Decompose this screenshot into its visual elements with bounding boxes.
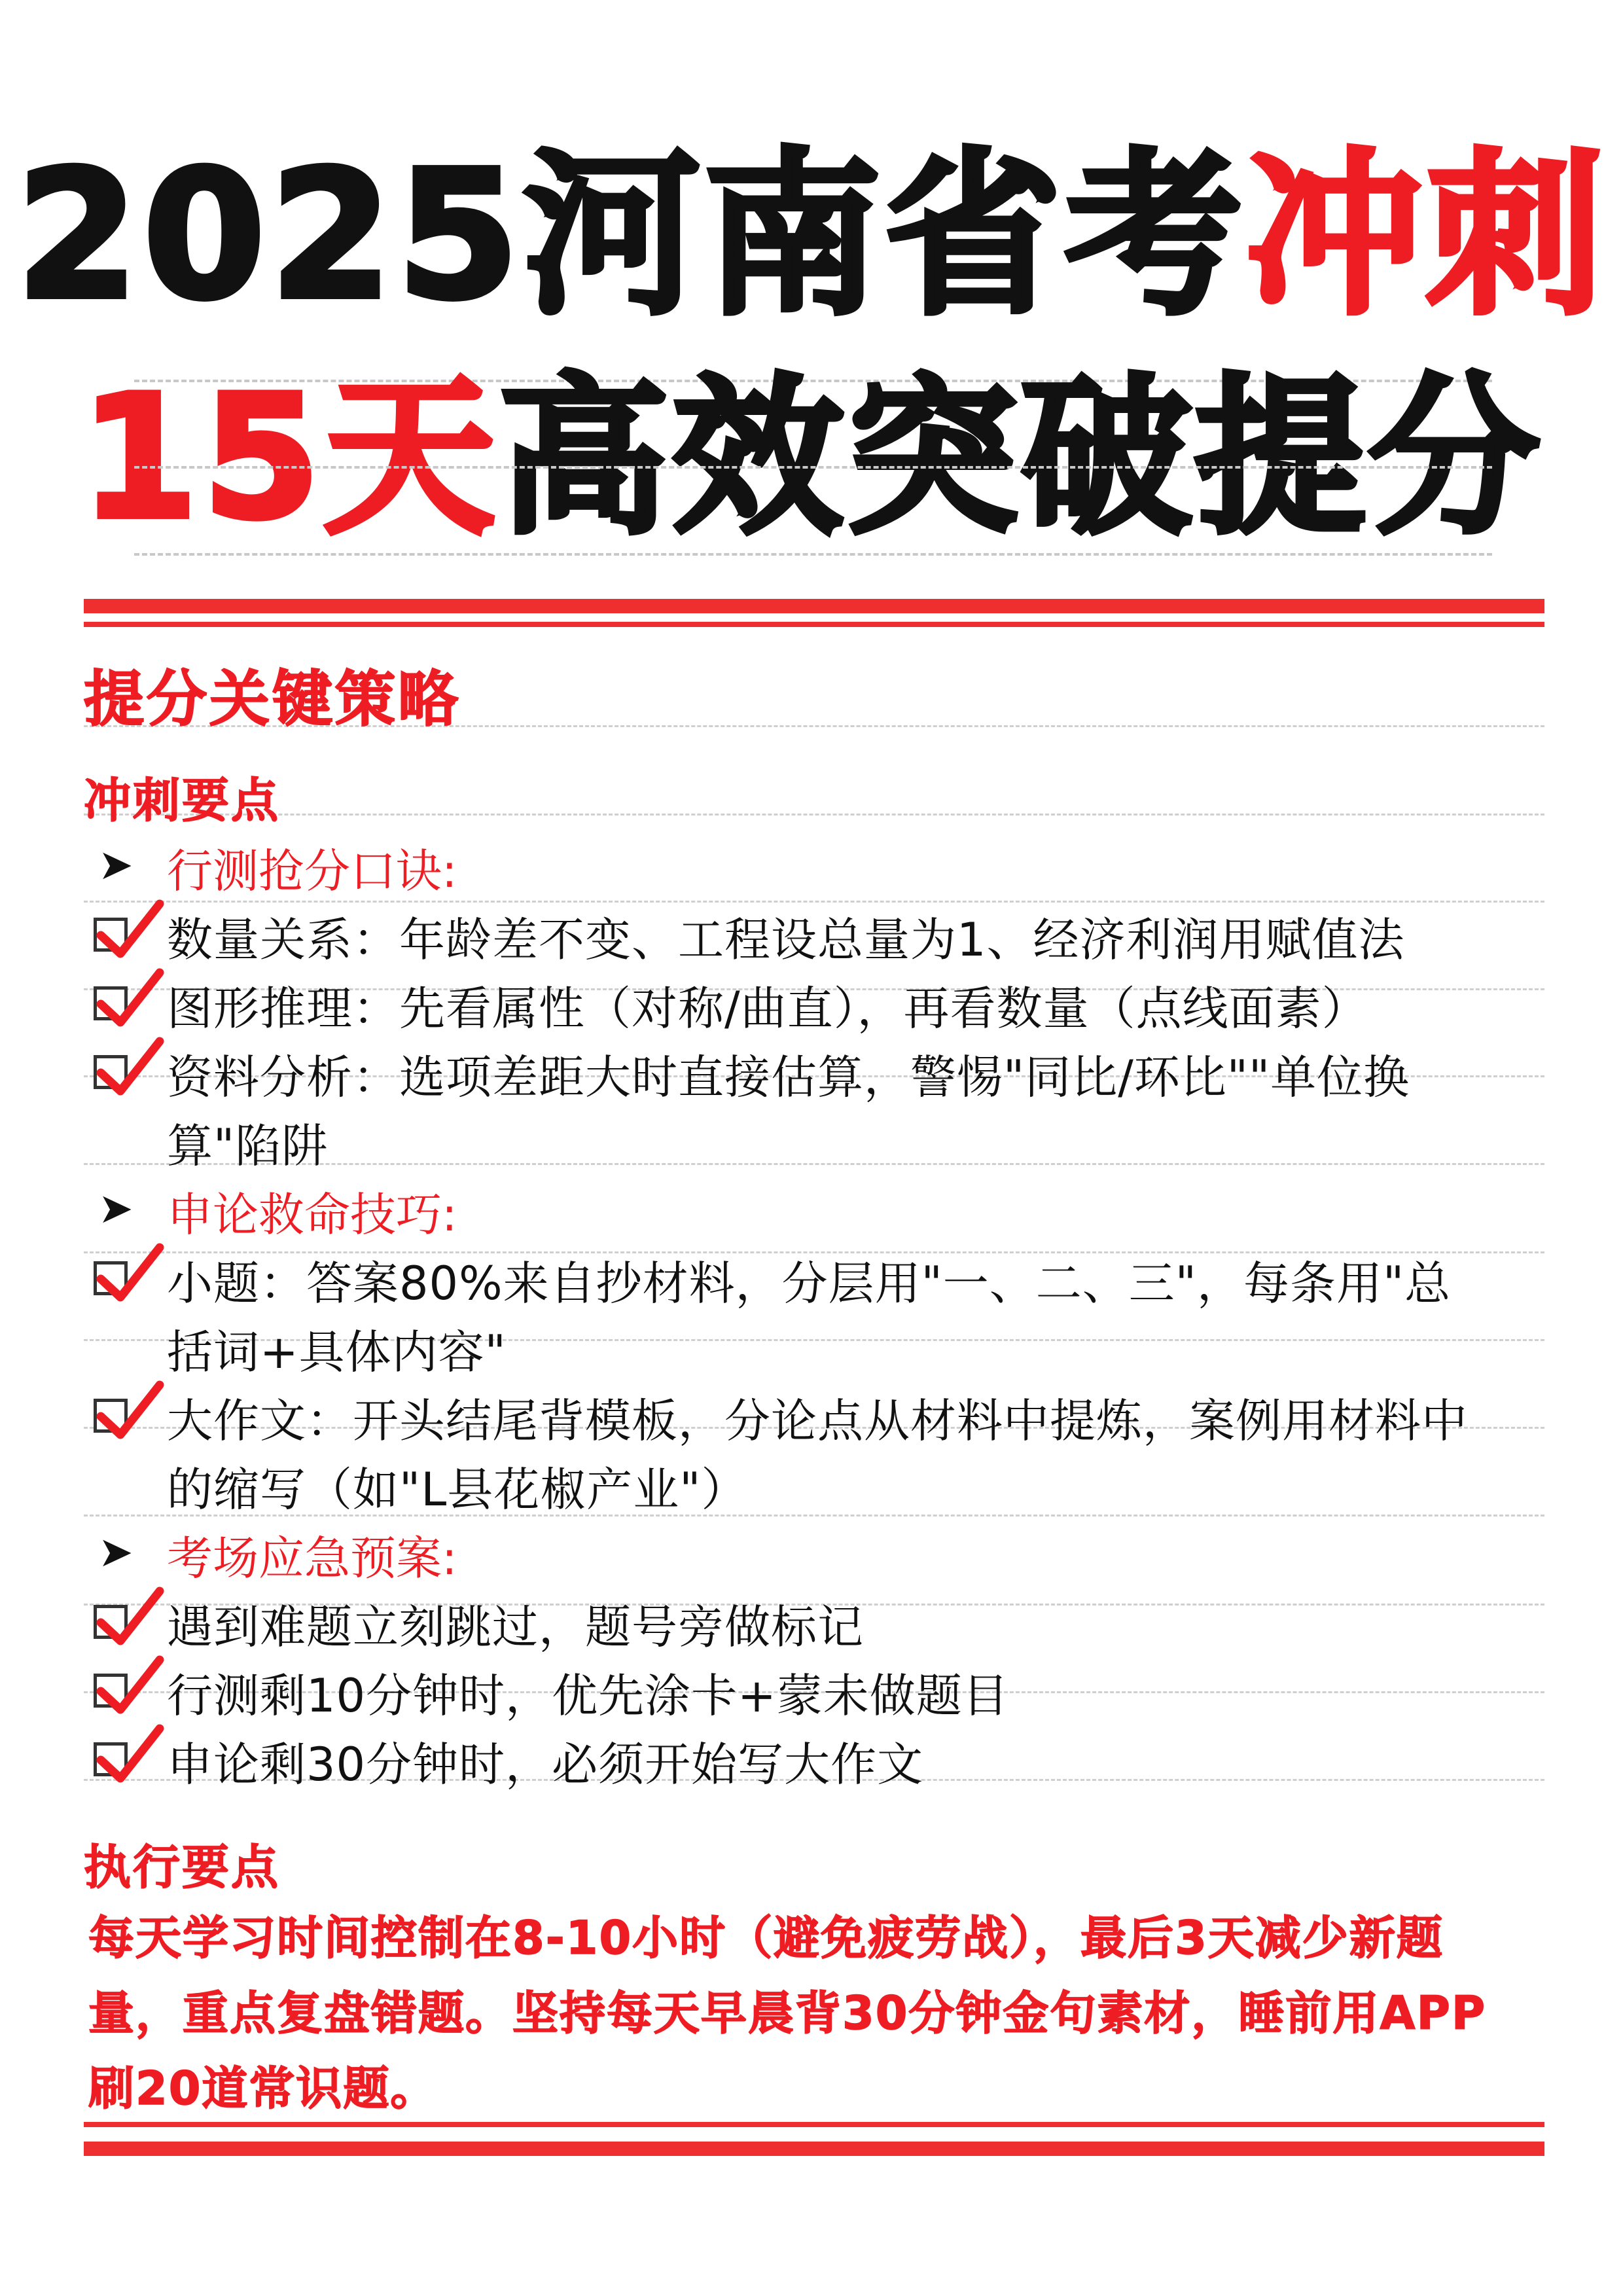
strategy-item-line: 申论剩30分钟时，必须开始写大作文 [167, 1738, 924, 1791]
title-line-2-red: 15天 [80, 359, 499, 557]
check-mark-icon [93, 1651, 165, 1723]
checkbox-checked-icon [94, 1674, 128, 1708]
check-mark-icon [93, 1582, 165, 1654]
subtitle-sprint-points: 冲刺要点 [84, 773, 281, 828]
check-mark-icon [93, 895, 165, 967]
strategy-item-line: 算"陷阱 [167, 1119, 329, 1173]
checkbox-checked-icon [94, 918, 128, 952]
arrow-bullet-icon: ➤ [98, 1528, 134, 1577]
strategy-item-line: 的缩写（如"L县花椒产业"） [167, 1463, 748, 1516]
checkbox-checked-icon [94, 1261, 128, 1295]
checkbox-checked-icon [94, 986, 128, 1020]
strategy-item-line: 数量关系：年龄差不变、工程设总量为1、经济利润用赋值法 [167, 913, 1405, 967]
group-label: 考场应急预案: [167, 1532, 457, 1585]
title-rule [134, 466, 1492, 469]
red-divider-bottom-thick [84, 2142, 1544, 2156]
red-divider-top-thin [84, 622, 1544, 627]
strategy-item-line: 括词+具体内容" [167, 1325, 507, 1379]
checkbox-checked-icon [94, 1399, 128, 1433]
execution-line: 量，重点复盘错题。坚持每天早晨背30分钟金句素材，睡前用APP [88, 1986, 1487, 2040]
title-rule [134, 553, 1492, 556]
title-line-2 [0, 359, 1623, 557]
strategy-item-line: 遇到难题立刻跳过，题号旁做标记 [167, 1600, 864, 1654]
arrow-bullet-icon: ➤ [98, 841, 134, 889]
execution-title: 执行要点 [84, 1840, 281, 1895]
title-line-2-black: 高效突破提分 [498, 359, 1543, 557]
red-divider-top-thick [84, 599, 1544, 613]
title-line-1 [0, 132, 1623, 338]
execution-line: 每天学习时间控制在8-10小时（避免疲劳战），最后3天减少新题 [88, 1911, 1444, 1965]
title-line-1-black: 2025河南省考 [16, 132, 1246, 338]
title-line-1-red: 冲刺 [1245, 132, 1607, 338]
checkbox-checked-icon [94, 1055, 128, 1089]
check-mark-icon [93, 1238, 165, 1310]
strategy-item-line: 大作文：开头结尾背模板，分论点从材料中提炼，案例用材料中 [167, 1394, 1468, 1448]
red-divider-bottom-thin [84, 2122, 1544, 2127]
check-mark-icon [93, 1032, 165, 1104]
section-title: 提分关键策略 [84, 664, 461, 734]
checkbox-checked-icon [94, 1605, 128, 1639]
check-mark-icon [93, 963, 165, 1035]
strategy-item-line: 小题：答案80%来自抄材料，分层用"一、二、三"，每条用"总 [167, 1257, 1452, 1310]
group-label: 申论救命技巧: [167, 1188, 457, 1242]
strategy-item-line: 行测剩10分钟时，优先涂卡+蒙未做题目 [167, 1669, 1009, 1723]
arrow-bullet-icon: ➤ [98, 1185, 134, 1233]
check-mark-icon [93, 1719, 165, 1791]
group-label: 行测抢分口诀: [167, 844, 457, 898]
strategy-item-line: 资料分析：选项差距大时直接估算，警惕"同比/环比""单位换 [167, 1050, 1410, 1104]
ruled-line [84, 901, 1544, 903]
strategy-item-line: 图形推理：先看属性（对称/曲直），再看数量（点线面素） [167, 982, 1368, 1035]
execution-line: 刷20道常识题。 [88, 2062, 438, 2115]
checkbox-checked-icon [94, 1742, 128, 1776]
check-mark-icon [93, 1376, 165, 1448]
